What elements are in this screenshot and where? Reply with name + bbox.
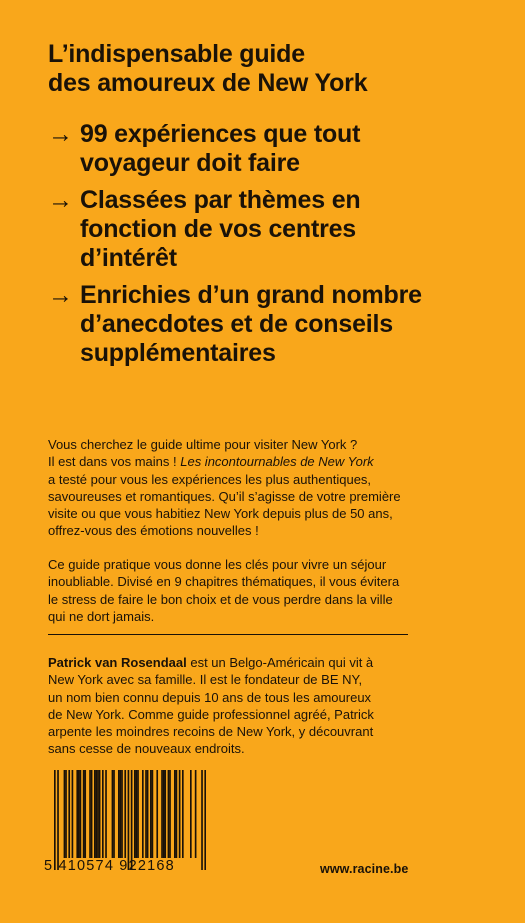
barcode-bar — [204, 770, 206, 870]
barcode-bar — [161, 770, 163, 858]
barcode-bar — [195, 770, 197, 858]
barcode-bar — [84, 770, 86, 858]
barcode-bar — [54, 770, 56, 870]
feature-list — [48, 120, 488, 376]
arrow-right-icon: → — [48, 186, 73, 214]
barcode-bar — [124, 770, 126, 858]
text-line: a testé pour vous les expériences les plus authentiques, — [48, 471, 372, 487]
feature-line: d’intérêt — [80, 244, 177, 272]
feature-line: fonction de vos centres — [80, 215, 357, 243]
barcode-bar — [76, 770, 78, 858]
text-line: le stress de faire le bon choix et de vous perdre dans la ville — [48, 591, 393, 607]
feature-line: d’anecdotes et de conseils — [80, 310, 393, 338]
text-line: arpente les moindres recoins de New York, y découvrant — [48, 724, 374, 740]
book-title: Les incontournables de New York — [180, 454, 374, 470]
barcode-bar — [97, 770, 99, 858]
barcode-bar — [201, 770, 203, 870]
barcode-bar — [113, 770, 115, 858]
text-line: Vous cherchez le guide ultime pour visiter New York ? — [48, 437, 358, 452]
barcode-bar — [163, 770, 165, 858]
text-line — [48, 453, 418, 470]
barcode-bar — [57, 770, 59, 870]
barcode-bar — [131, 770, 133, 870]
barcode-bar — [80, 770, 82, 858]
barcode-bar — [152, 770, 154, 858]
barcode-bar — [118, 770, 120, 858]
text-line: offrez-vous des émotions nouvelles ! — [48, 523, 259, 539]
barcode-bar — [121, 770, 123, 858]
text-line: un nom bien connu depuis 10 ans de tous les amoureux — [48, 689, 372, 705]
text-line: Ce guide pratique vous donne les clés pour vivre un séjour — [48, 557, 387, 572]
barcode-bar — [179, 770, 181, 858]
text-fragment: est un Belgo-Américain qui vit à — [186, 655, 374, 670]
feature-line: Enrichies d’un grand nombre — [80, 281, 422, 309]
barcode-bar — [68, 770, 70, 858]
author-name: Patrick van Rosendaal — [48, 655, 187, 670]
barcode-bar — [142, 770, 144, 858]
barcode-bar — [78, 770, 80, 858]
text-line: inoubliable. Divisé en 9 chapitres thématiques, il vous évitera — [48, 574, 400, 590]
barcode-bar — [91, 770, 93, 858]
arrow-right-icon: → — [48, 120, 73, 148]
barcode-bar — [96, 770, 98, 858]
barcode-bar — [182, 770, 184, 858]
barcode-bar — [94, 770, 96, 858]
barcode-bar — [72, 770, 74, 858]
barcode-bar — [65, 770, 67, 858]
barcode-bar — [112, 770, 114, 858]
text-line: savoureuses et romantiques. Qu’il s’agisse de votre première — [48, 488, 401, 504]
text-line: visite ou que vous habitiez New York depuis plus de 50 ans, — [48, 506, 393, 522]
text-line: de New York. Comme guide professionnel agréé, Patrick — [48, 706, 374, 722]
publisher-website: www.racine.be — [320, 862, 409, 876]
feature-line: Classées par thèmes en — [80, 186, 361, 214]
barcode-bar — [137, 770, 139, 858]
description-paragraph — [48, 556, 418, 625]
barcode-bar — [147, 770, 149, 858]
text-line: qui ne dort jamais. — [48, 608, 155, 624]
barcode-bar — [174, 770, 176, 858]
feature-line: 99 expériences que tout — [80, 120, 361, 148]
feature-line: voyageur doit faire — [80, 149, 300, 177]
barcode-bar — [128, 770, 130, 870]
barcode-bar — [168, 770, 170, 858]
headline-line: des amoureux de New York — [48, 69, 368, 97]
barcode-bar — [136, 770, 138, 858]
barcode-bar — [150, 770, 152, 858]
divider — [48, 634, 408, 635]
headline — [48, 40, 488, 98]
barcode-bar — [169, 770, 171, 858]
feature-item — [48, 281, 488, 368]
barcode-number: 5 410574 922168 — [44, 858, 175, 874]
barcode-bar — [164, 770, 166, 858]
barcode-bar — [190, 770, 192, 858]
barcode-bar — [105, 770, 107, 858]
barcode-bar — [120, 770, 122, 858]
barcode-bar — [102, 770, 104, 858]
barcode-bar — [176, 770, 178, 858]
barcode-bar — [99, 770, 101, 858]
feature-item — [48, 186, 488, 273]
text-line: sans cesse de nouveaux endroits. — [48, 741, 245, 757]
barcode-bar — [156, 770, 158, 858]
text-line — [48, 654, 418, 671]
barcode-bar — [64, 770, 66, 858]
author-bio — [48, 654, 418, 758]
text-line: New York avec sa famille. Il est le fondateur de BE NY, — [48, 672, 363, 688]
barcode-bar — [89, 770, 91, 858]
arrow-right-icon: → — [48, 281, 73, 309]
description-paragraph — [48, 436, 418, 540]
barcode-bar — [134, 770, 136, 858]
headline-line: L’indispensable guide — [48, 40, 305, 68]
barcode-bar — [145, 770, 147, 858]
barcode-bars — [54, 770, 206, 870]
text-fragment: Il est dans vos mains ! — [48, 454, 181, 470]
feature-line: supplémentaires — [80, 339, 276, 367]
barcode-bar — [83, 770, 85, 858]
feature-item — [48, 120, 488, 178]
